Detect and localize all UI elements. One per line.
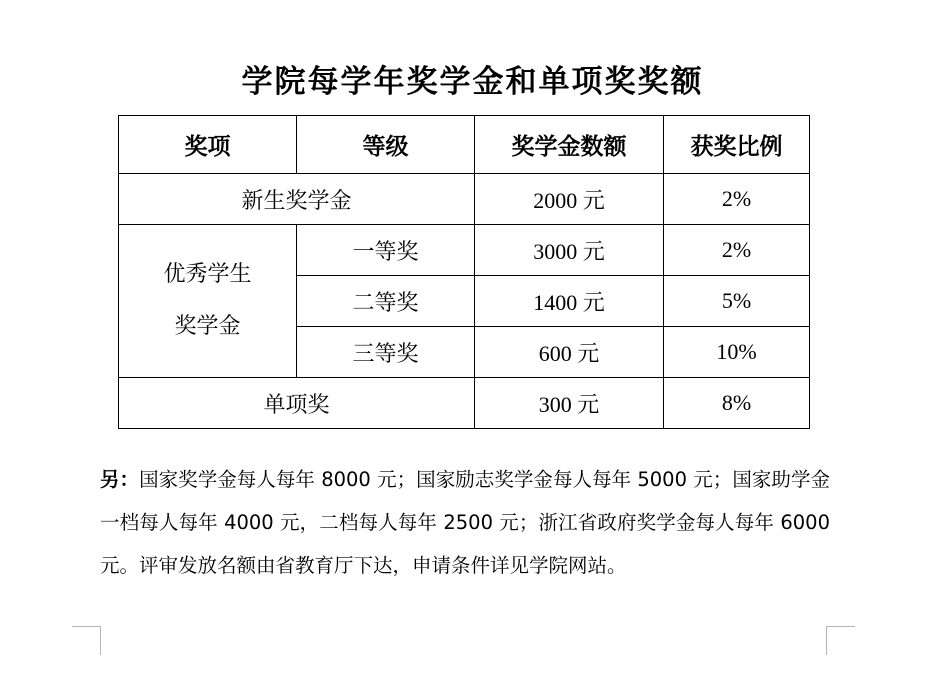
page-title: 学院每学年奖学金和单项奖奖额: [241, 64, 704, 100]
cell-amount: 3000 元: [475, 225, 664, 276]
cell-amount: 600 元: [475, 327, 664, 378]
category-line-1: 优秀学生: [163, 262, 252, 287]
cell-amount: 300 元: [475, 378, 664, 429]
table-row: [119, 225, 810, 276]
cell-ratio: 2%: [664, 174, 810, 225]
header-award-type: 奖项: [119, 116, 297, 174]
cell-category: 单项奖: [119, 378, 475, 429]
header-amount: 奖学金数额: [475, 116, 664, 174]
cell-ratio: 2%: [664, 225, 810, 276]
note-label: 另：: [100, 468, 140, 491]
cell-category-merged: [119, 225, 297, 378]
table-header-row: [119, 116, 810, 174]
cell-amount: 1400 元: [475, 276, 664, 327]
scholarship-table: [118, 115, 810, 429]
header-ratio: 获奖比例: [664, 116, 810, 174]
note-paragraph: [100, 458, 830, 587]
page-corner-mark-right: [826, 626, 855, 655]
cell-level: 一等奖: [297, 225, 475, 276]
header-level: 等级: [297, 116, 475, 174]
cell-amount: 2000 元: [475, 174, 664, 225]
cell-ratio: 5%: [664, 276, 810, 327]
category-line-2: 奖学金: [174, 314, 241, 339]
cell-ratio: 10%: [664, 327, 810, 378]
page-corner-mark-left: [72, 626, 101, 655]
cell-category: 新生奖学金: [119, 174, 475, 225]
cell-level: 三等奖: [297, 327, 475, 378]
table-row: [119, 174, 810, 225]
cell-level: 二等奖: [297, 276, 475, 327]
note-text: 国家奖学金每人每年 8000 元；国家励志奖学金每人每年 5000 元；国家助学金一档每人每年 4000 元，二档每人每年 2500 元；浙江省政府奖学金每人每年 6000 元。评审发放名额由省教育厅下达，申请条件详见学院网站。: [100, 468, 830, 577]
cell-ratio: 8%: [664, 378, 810, 429]
table-row: [119, 378, 810, 429]
